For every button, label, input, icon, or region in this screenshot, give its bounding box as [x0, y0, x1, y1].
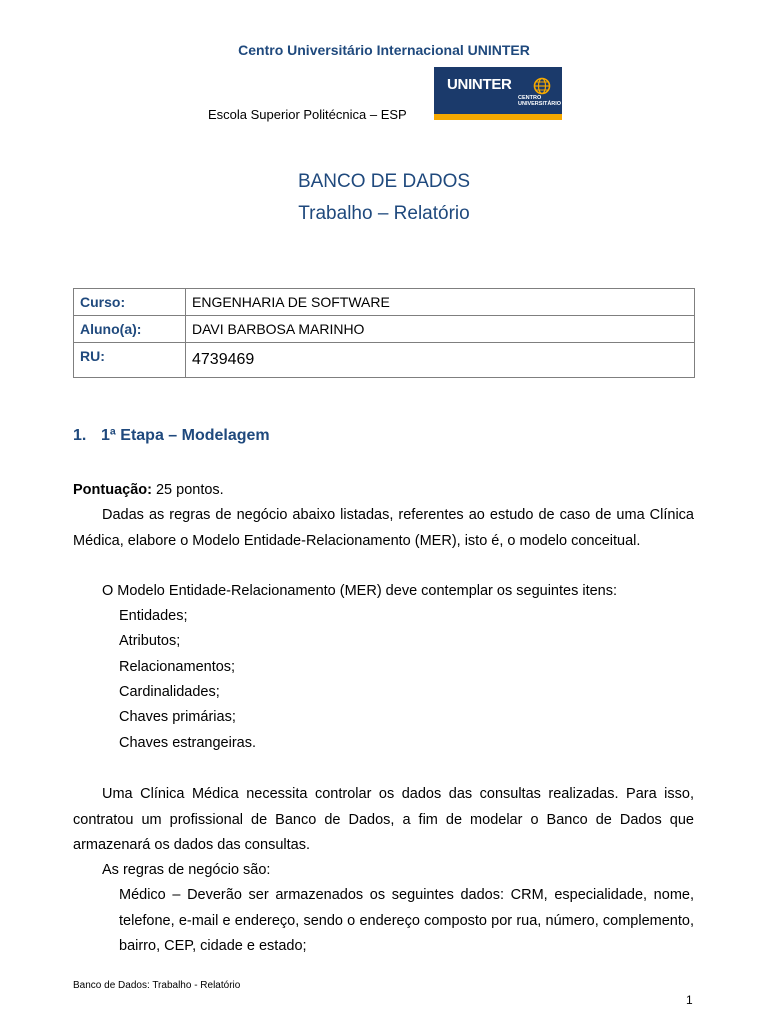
logo-name: UNINTER: [447, 76, 512, 93]
school-name: Escola Superior Politécnica – ESP: [208, 107, 407, 122]
paragraph-intro: Dadas as regras de negócio abaixo listadas, referentes ao estudo de caso de uma Clínica Médica, elabore o Modelo Entidade-Relacionamento (MER), isto é, o modelo conceitual.: [73, 507, 694, 549]
score-label: Pontuação:: [73, 482, 152, 498]
table-row: [74, 289, 695, 316]
list-item: Chaves primárias;: [119, 709, 236, 725]
student-info-table: [73, 288, 695, 378]
student-label: Aluno(a):: [74, 316, 186, 343]
rule-medico: Médico – Deverão ser armazenados os seguintes dados: CRM, especialidade, nome, telefone, e-mail e endereço, sendo o endereço composto por rua, número, complemento, bairro, CEP, cidade e estado;: [119, 887, 694, 954]
paragraph-mer-items: O Modelo Entidade-Relacionamento (MER) deve contemplar os seguintes itens:: [102, 583, 618, 599]
ru-value: 4739469: [186, 343, 695, 378]
score-value: 25 pontos.: [151, 482, 224, 498]
table-row: [74, 316, 695, 343]
score-line: [73, 478, 224, 504]
paragraph-case-study: Uma Clínica Médica necessita controlar os dados das consultas realizadas. Para isso, contratou um profissional de Banco de Dados, a fim de modelar o Banco de Dados que armazenará os dados das consultas.: [73, 786, 694, 853]
document-subtitle: Trabalho – Relatório: [298, 203, 470, 224]
document-title: BANCO DE DADOS: [297, 171, 471, 192]
section-number: 1.: [73, 427, 87, 444]
list-item: Entidades;: [119, 608, 188, 624]
logo-sub-line2: UNIVERSITÁRIO: [518, 101, 562, 107]
logo-sub-line1: CENTRO: [518, 95, 542, 101]
table-row: [74, 343, 695, 378]
page-footer: Banco de Dados: Trabalho - Relatório: [73, 980, 241, 991]
logo-subtitle: [518, 95, 561, 107]
section-title: 1ª Etapa – Modelagem: [101, 427, 270, 444]
list-item: Chaves estrangeiras.: [119, 735, 257, 751]
page-number: 1: [686, 993, 693, 1007]
course-label: Curso:: [74, 289, 186, 316]
uninter-logo: [434, 67, 562, 120]
student-value: DAVI BARBOSA MARINHO: [186, 316, 695, 343]
course-value: ENGENHARIA DE SOFTWARE: [186, 289, 695, 316]
list-item: Cardinalidades;: [119, 684, 220, 700]
section-heading: [73, 427, 270, 445]
list-item: Atributos;: [119, 633, 181, 649]
ru-label: RU:: [74, 343, 186, 378]
paragraph-rules-intro: As regras de negócio são:: [102, 862, 271, 878]
institution-title: Centro Universitário Internacional UNINTER: [238, 42, 530, 58]
list-item: Relacionamentos;: [119, 659, 236, 675]
